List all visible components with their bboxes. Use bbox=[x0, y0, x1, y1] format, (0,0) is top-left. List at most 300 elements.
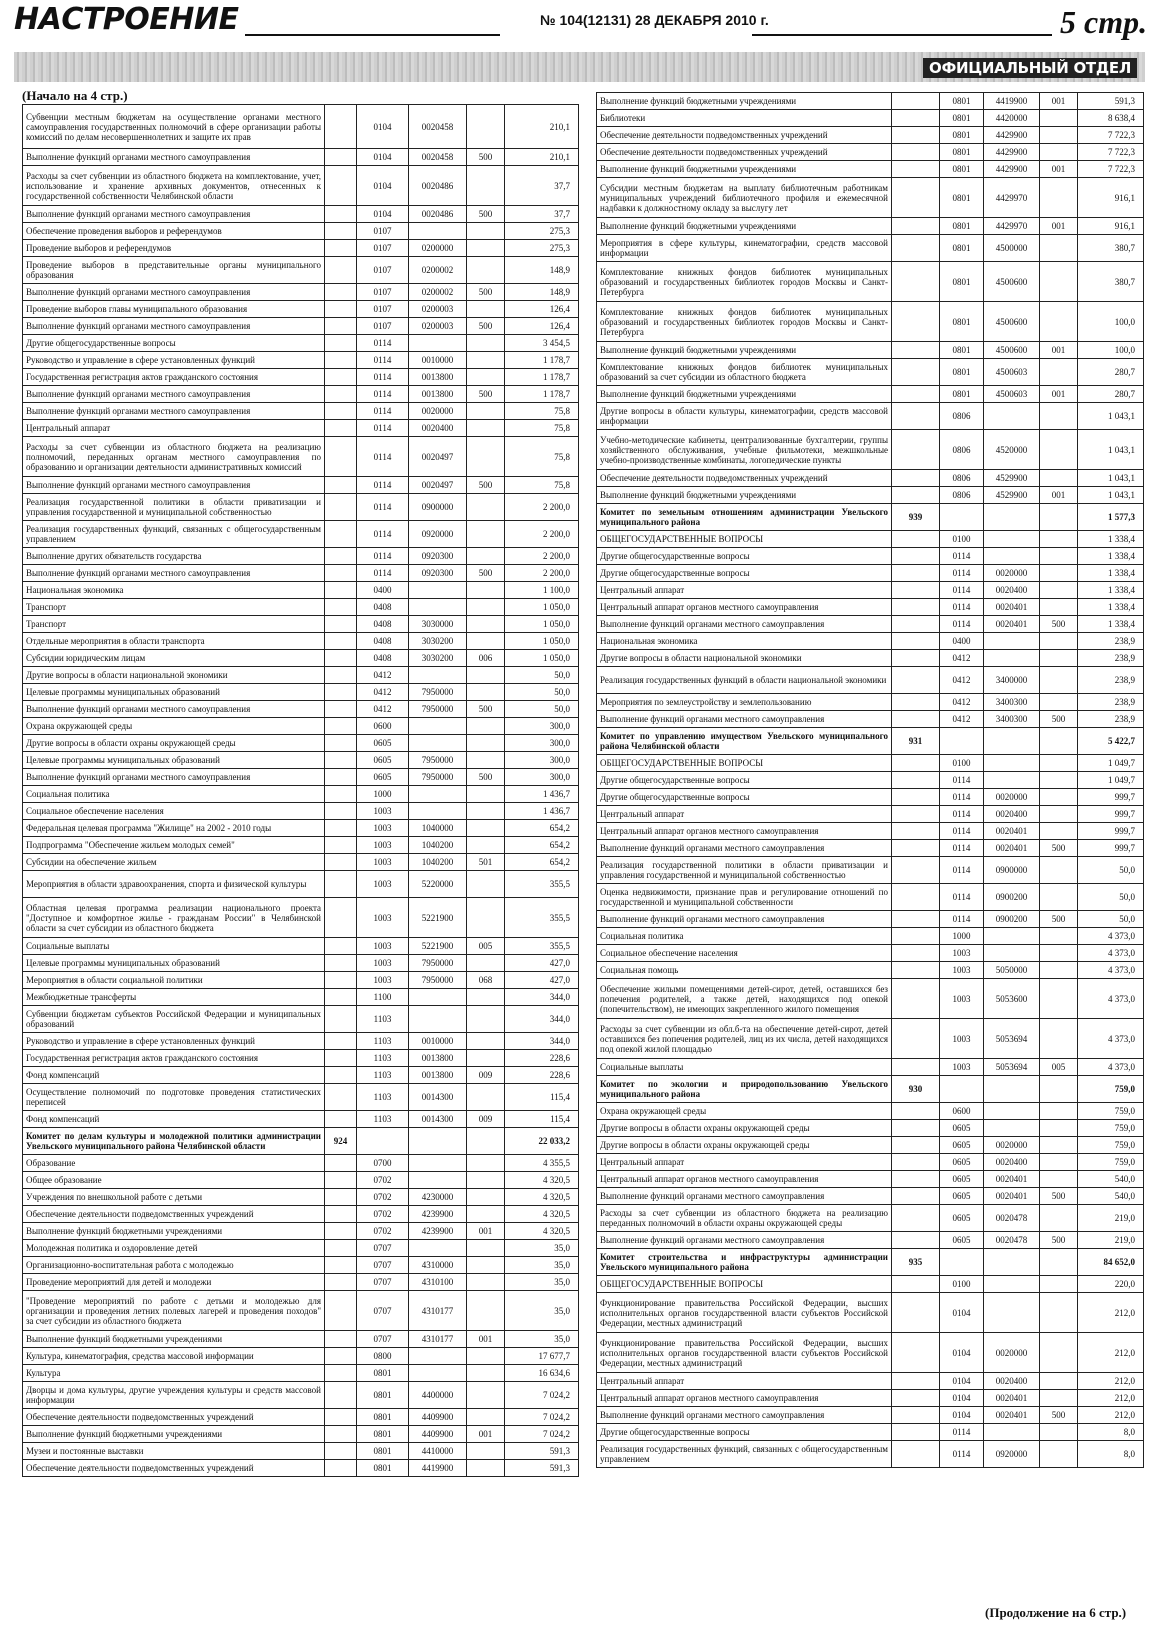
row-expense-type: 001 bbox=[467, 1223, 505, 1240]
row-admin-code bbox=[325, 335, 357, 352]
row-name: Другие общегосударственные вопросы bbox=[597, 772, 892, 789]
row-admin-code bbox=[325, 1223, 357, 1240]
row-target-code bbox=[984, 728, 1040, 755]
row-section-code: 0114 bbox=[940, 857, 984, 884]
row-target-code: 4529900 bbox=[984, 487, 1040, 504]
row-amount: 1 436,7 bbox=[505, 786, 579, 803]
row-name: Руководство и управление в сфере установленных функций bbox=[23, 352, 325, 369]
row-section-code: 0114 bbox=[940, 840, 984, 857]
row-amount: 7 722,3 bbox=[1078, 144, 1144, 161]
table-row bbox=[597, 161, 1144, 178]
row-section-code: 0104 bbox=[357, 105, 409, 149]
table-row bbox=[23, 1128, 579, 1155]
row-section-code: 0600 bbox=[357, 718, 409, 735]
row-section-code: 0100 bbox=[940, 755, 984, 772]
table-row bbox=[23, 301, 579, 318]
row-amount: 35,0 bbox=[505, 1331, 579, 1348]
row-amount: 427,0 bbox=[505, 955, 579, 972]
row-name: Выполнение других обязательств государства bbox=[23, 548, 325, 565]
row-target-code: 0900200 bbox=[984, 884, 1040, 911]
row-amount: 427,0 bbox=[505, 972, 579, 989]
row-admin-code bbox=[892, 548, 940, 565]
row-expense-type bbox=[1040, 1373, 1078, 1390]
row-amount: 4 320,5 bbox=[505, 1223, 579, 1240]
row-amount: 238,9 bbox=[1078, 633, 1144, 650]
row-section-code: 0114 bbox=[940, 582, 984, 599]
row-target-code: 4310100 bbox=[409, 1274, 467, 1291]
row-target-code: 0010000 bbox=[409, 352, 467, 369]
row-amount: 4 373,0 bbox=[1078, 1019, 1144, 1059]
row-section-code: 0114 bbox=[940, 772, 984, 789]
row-section-code: 0801 bbox=[357, 1365, 409, 1382]
row-amount: 1 178,7 bbox=[505, 386, 579, 403]
row-admin-code bbox=[892, 633, 940, 650]
row-name: Целевые программы муниципальных образований bbox=[23, 684, 325, 701]
row-section-code bbox=[940, 504, 984, 531]
table-row bbox=[597, 1154, 1144, 1171]
row-section-code: 0800 bbox=[357, 1348, 409, 1365]
row-expense-type bbox=[1040, 1276, 1078, 1293]
row-target-code bbox=[984, 755, 1040, 772]
row-expense-type bbox=[467, 257, 505, 284]
row-expense-type bbox=[1040, 178, 1078, 218]
row-amount: 591,3 bbox=[1078, 93, 1144, 110]
row-admin-code bbox=[892, 1441, 940, 1468]
row-name: Комитет строительства и инфраструктуры администрации Увельского муниципального района bbox=[597, 1249, 892, 1276]
table-row bbox=[597, 772, 1144, 789]
table-row bbox=[597, 218, 1144, 235]
row-target-code: 3400300 bbox=[984, 694, 1040, 711]
row-expense-type: 500 bbox=[1040, 1232, 1078, 1249]
row-admin-code bbox=[892, 806, 940, 823]
table-row bbox=[597, 565, 1144, 582]
row-target-code: 3030000 bbox=[409, 616, 467, 633]
row-amount: 22 033,2 bbox=[505, 1128, 579, 1155]
row-amount: 1 043,1 bbox=[1078, 430, 1144, 470]
row-name: Государственная регистрация актов гражданского состояния bbox=[23, 369, 325, 386]
row-target-code: 4310177 bbox=[409, 1331, 467, 1348]
table-row bbox=[597, 1137, 1144, 1154]
row-admin-code bbox=[892, 1137, 940, 1154]
row-admin-code bbox=[892, 694, 940, 711]
row-target-code: 4239900 bbox=[409, 1223, 467, 1240]
row-amount: 1 050,0 bbox=[505, 650, 579, 667]
row-amount: 275,3 bbox=[505, 223, 579, 240]
row-name: Фонд компенсаций bbox=[23, 1111, 325, 1128]
row-name: Центральный аппарат bbox=[23, 420, 325, 437]
row-amount: 4 373,0 bbox=[1078, 928, 1144, 945]
row-admin-code bbox=[892, 487, 940, 504]
row-target-code bbox=[409, 786, 467, 803]
row-section-code: 0801 bbox=[940, 218, 984, 235]
table-row bbox=[23, 437, 579, 477]
row-target-code: 0020401 bbox=[984, 599, 1040, 616]
row-amount: 4 373,0 bbox=[1078, 945, 1144, 962]
row-name: Государственная регистрация актов гражданского состояния bbox=[23, 1050, 325, 1067]
row-section-code: 0605 bbox=[940, 1188, 984, 1205]
row-name: Расходы за счет субвенции из областного бюджета на реализацию переданных полномочий в области охраны окружающей среды bbox=[597, 1205, 892, 1232]
row-section-code: 0114 bbox=[357, 369, 409, 386]
row-expense-type bbox=[467, 718, 505, 735]
newspaper-title: НАСТРОЕНИЕ bbox=[14, 2, 239, 37]
row-admin-code bbox=[325, 667, 357, 684]
row-expense-type bbox=[467, 420, 505, 437]
row-section-code: 0707 bbox=[357, 1240, 409, 1257]
row-amount: 220,0 bbox=[1078, 1276, 1144, 1293]
row-expense-type: 009 bbox=[467, 1067, 505, 1084]
row-target-code: 0010000 bbox=[409, 1033, 467, 1050]
row-target-code: 4429900 bbox=[984, 127, 1040, 144]
row-expense-type bbox=[467, 582, 505, 599]
row-target-code: 0200003 bbox=[409, 318, 467, 335]
row-section-code: 0114 bbox=[357, 548, 409, 565]
row-target-code: 5053600 bbox=[984, 979, 1040, 1019]
row-name: Мероприятия в сфере культуры, кинематографии, средств массовой информации bbox=[597, 235, 892, 262]
row-section-code: 0801 bbox=[940, 144, 984, 161]
row-name: Выполнение функций органами местного самоуправления bbox=[23, 701, 325, 718]
row-amount: 591,3 bbox=[505, 1460, 579, 1477]
row-target-code bbox=[409, 1172, 467, 1189]
row-name: Выполнение функций органами местного самоуправления bbox=[597, 616, 892, 633]
row-section-code: 0605 bbox=[940, 1205, 984, 1232]
section-label: ОФИЦИАЛЬНЫЙ ОТДЕЛ bbox=[923, 58, 1137, 78]
row-section-code: 0605 bbox=[940, 1120, 984, 1137]
row-amount: 1 049,7 bbox=[1078, 772, 1144, 789]
row-amount: 100,0 bbox=[1078, 302, 1144, 342]
row-admin-code bbox=[892, 470, 940, 487]
table-row bbox=[597, 548, 1144, 565]
table-row bbox=[23, 701, 579, 718]
row-name: Проведение мероприятий для детей и молодежи bbox=[23, 1274, 325, 1291]
row-name: Выполнение функций бюджетными учреждениями bbox=[597, 386, 892, 403]
row-name: Комитет по делам культуры и молодежной политики администрации Увельского муниципального района Челябинской области bbox=[23, 1128, 325, 1155]
row-section-code: 0114 bbox=[357, 335, 409, 352]
table-row bbox=[597, 262, 1144, 302]
row-target-code bbox=[984, 1076, 1040, 1103]
row-expense-type bbox=[1040, 1171, 1078, 1188]
row-section-code: 0104 bbox=[940, 1293, 984, 1333]
row-target-code: 0020000 bbox=[984, 1333, 1040, 1373]
row-admin-code bbox=[892, 1059, 940, 1076]
row-name: Выполнение функций органами местного самоуправления bbox=[23, 477, 325, 494]
row-admin-code bbox=[325, 599, 357, 616]
row-section-code: 0114 bbox=[940, 884, 984, 911]
row-expense-type bbox=[1040, 667, 1078, 694]
table-row bbox=[23, 1382, 579, 1409]
row-amount: 50,0 bbox=[505, 667, 579, 684]
table-row bbox=[23, 1426, 579, 1443]
row-admin-code bbox=[892, 430, 940, 470]
row-name: Федеральная целевая программа "Жилище" на 2002 - 2010 годы bbox=[23, 820, 325, 837]
row-amount: 1 577,3 bbox=[1078, 504, 1144, 531]
row-amount: 7 722,3 bbox=[1078, 161, 1144, 178]
row-expense-type: 500 bbox=[1040, 1407, 1078, 1424]
row-name: Выполнение функций органами местного самоуправления bbox=[597, 1188, 892, 1205]
table-row bbox=[597, 582, 1144, 599]
row-section-code: 0801 bbox=[940, 127, 984, 144]
row-target-code bbox=[409, 582, 467, 599]
row-amount: 4 373,0 bbox=[1078, 962, 1144, 979]
row-target-code: 4409900 bbox=[409, 1426, 467, 1443]
row-admin-code bbox=[325, 1331, 357, 1348]
row-admin-code bbox=[325, 494, 357, 521]
row-section-code: 0707 bbox=[357, 1257, 409, 1274]
row-name: Учебно-методические кабинеты, централизованные бухгалтерии, группы хозяйственного обслуживания, учебные фильмотеки, межшкольные учебно-производственные комбинаты, логопедические пункты bbox=[597, 430, 892, 470]
table-row bbox=[23, 1067, 579, 1084]
row-amount: 1 043,1 bbox=[1078, 403, 1144, 430]
row-amount: 219,0 bbox=[1078, 1232, 1144, 1249]
row-amount: 1 338,4 bbox=[1078, 616, 1144, 633]
row-expense-type bbox=[1040, 884, 1078, 911]
row-section-code: 1003 bbox=[940, 945, 984, 962]
row-section-code: 0702 bbox=[357, 1206, 409, 1223]
row-expense-type bbox=[1040, 979, 1078, 1019]
row-admin-code bbox=[325, 752, 357, 769]
row-section-code: 0104 bbox=[357, 206, 409, 223]
row-name: Обеспечение жилыми помещениями детей-сирот, детей, оставшихся без попечения родителей, а также детей, находящихся под опекой (попечительством), не имеющих закрепленного жилого помещения bbox=[597, 979, 892, 1019]
row-expense-type bbox=[467, 1443, 505, 1460]
table-row bbox=[597, 1441, 1144, 1468]
table-row bbox=[23, 257, 579, 284]
row-admin-code bbox=[892, 127, 940, 144]
row-section-code: 0702 bbox=[357, 1189, 409, 1206]
table-row bbox=[597, 127, 1144, 144]
row-target-code bbox=[409, 1240, 467, 1257]
row-target-code: 5050000 bbox=[984, 962, 1040, 979]
row-name: Фонд компенсаций bbox=[23, 1067, 325, 1084]
row-expense-type: 005 bbox=[467, 938, 505, 955]
row-target-code: 5221900 bbox=[409, 938, 467, 955]
row-section-code: 0412 bbox=[357, 667, 409, 684]
row-admin-code bbox=[325, 105, 357, 149]
row-admin-code bbox=[325, 352, 357, 369]
row-name: Подпрограмма "Обеспечение жильем молодых семей" bbox=[23, 837, 325, 854]
row-admin-code bbox=[892, 359, 940, 386]
row-section-code: 0114 bbox=[940, 599, 984, 616]
row-section-code: 0801 bbox=[940, 262, 984, 302]
row-target-code: 0020401 bbox=[984, 1407, 1040, 1424]
row-name: Центральный аппарат bbox=[597, 806, 892, 823]
issue-info: № 104(12131) 28 ДЕКАБРЯ 2010 г. bbox=[540, 12, 769, 28]
row-section-code: 0114 bbox=[357, 477, 409, 494]
row-section-code: 0801 bbox=[940, 161, 984, 178]
row-expense-type bbox=[1040, 789, 1078, 806]
masthead-rule bbox=[752, 34, 1052, 36]
row-name: Социальное обеспечение населения bbox=[597, 945, 892, 962]
row-target-code bbox=[984, 504, 1040, 531]
row-amount: 35,0 bbox=[505, 1240, 579, 1257]
row-admin-code bbox=[892, 857, 940, 884]
row-admin-code bbox=[892, 772, 940, 789]
row-expense-type bbox=[1040, 694, 1078, 711]
row-expense-type bbox=[467, 837, 505, 854]
row-target-code: 0920000 bbox=[984, 1441, 1040, 1468]
row-target-code: 0020000 bbox=[984, 789, 1040, 806]
table-row bbox=[23, 1033, 579, 1050]
table-row bbox=[597, 504, 1144, 531]
row-amount: 654,2 bbox=[505, 837, 579, 854]
row-expense-type bbox=[467, 223, 505, 240]
table-row bbox=[597, 1171, 1144, 1188]
row-name: Другие общегосударственные вопросы bbox=[597, 789, 892, 806]
row-name: Комитет по экологии и природопользованию Увельского муниципального района bbox=[597, 1076, 892, 1103]
row-expense-type: 500 bbox=[467, 477, 505, 494]
row-amount: 210,1 bbox=[505, 105, 579, 149]
row-target-code: 0013800 bbox=[409, 386, 467, 403]
row-name: Расходы за счет субвенции из обл.б-та на обеспечение детей-сирот, детей оставшихся без попечения родителей, лиц из их числа, детей находящихся под опекой жилой площадью bbox=[597, 1019, 892, 1059]
row-name: Выполнение функций бюджетными учреждениями bbox=[23, 1223, 325, 1240]
row-amount: 1 050,0 bbox=[505, 616, 579, 633]
row-amount: 7 024,2 bbox=[505, 1382, 579, 1409]
row-section-code: 0104 bbox=[940, 1333, 984, 1373]
row-target-code: 4400000 bbox=[409, 1382, 467, 1409]
row-admin-code bbox=[892, 962, 940, 979]
row-expense-type bbox=[467, 667, 505, 684]
row-name: Мероприятия по землеустройству и землепользованию bbox=[597, 694, 892, 711]
table-row bbox=[597, 1076, 1144, 1103]
table-row bbox=[23, 684, 579, 701]
row-amount: 344,0 bbox=[505, 1033, 579, 1050]
row-target-code: 4500603 bbox=[984, 386, 1040, 403]
row-name: Областная целевая программа реализации национального проекта "Доступное и комфортное жилье - гражданам России" в Челябинской области за счет субсидии из областного бюджета bbox=[23, 898, 325, 938]
row-target-code: 0020401 bbox=[984, 823, 1040, 840]
row-admin-code bbox=[892, 302, 940, 342]
row-admin-code bbox=[892, 262, 940, 302]
row-target-code bbox=[984, 1424, 1040, 1441]
row-amount: 37,7 bbox=[505, 166, 579, 206]
row-expense-type: 005 bbox=[1040, 1059, 1078, 1076]
row-admin-code bbox=[892, 178, 940, 218]
row-name: Субсидии юридическим лицам bbox=[23, 650, 325, 667]
row-target-code: 0013800 bbox=[409, 1067, 467, 1084]
row-admin-code bbox=[892, 979, 940, 1019]
row-name: Межбюджетные трансферты bbox=[23, 989, 325, 1006]
row-name: Руководство и управление в сфере установленных функций bbox=[23, 1033, 325, 1050]
row-section-code: 1103 bbox=[357, 1050, 409, 1067]
row-target-code: 0020400 bbox=[984, 1373, 1040, 1390]
row-section-code: 0801 bbox=[357, 1382, 409, 1409]
row-name: Центральный аппарат bbox=[597, 582, 892, 599]
row-expense-type bbox=[1040, 1293, 1078, 1333]
table-row bbox=[597, 979, 1144, 1019]
row-section-code: 0801 bbox=[940, 342, 984, 359]
row-expense-type: 500 bbox=[467, 149, 505, 166]
row-section-code: 1000 bbox=[940, 928, 984, 945]
row-section-code: 0806 bbox=[940, 403, 984, 430]
row-expense-type bbox=[1040, 1137, 1078, 1154]
row-expense-type bbox=[1040, 772, 1078, 789]
row-expense-type bbox=[467, 1274, 505, 1291]
row-admin-code bbox=[325, 149, 357, 166]
row-name: Выполнение функций органами местного самоуправления bbox=[23, 206, 325, 223]
table-row bbox=[23, 149, 579, 166]
row-amount: 1 049,7 bbox=[1078, 755, 1144, 772]
row-expense-type bbox=[467, 548, 505, 565]
row-admin-code bbox=[892, 218, 940, 235]
row-section-code: 0605 bbox=[940, 1171, 984, 1188]
row-amount: 759,0 bbox=[1078, 1076, 1144, 1103]
row-section-code: 0412 bbox=[940, 650, 984, 667]
row-target-code: 0020400 bbox=[984, 1154, 1040, 1171]
table-row bbox=[23, 1189, 579, 1206]
table-row bbox=[597, 806, 1144, 823]
row-admin-code bbox=[325, 735, 357, 752]
row-admin-code bbox=[325, 1206, 357, 1223]
row-admin-code bbox=[892, 1373, 940, 1390]
row-expense-type bbox=[467, 989, 505, 1006]
row-target-code bbox=[409, 803, 467, 820]
table-row bbox=[23, 1240, 579, 1257]
row-admin-code: 930 bbox=[892, 1076, 940, 1103]
row-section-code bbox=[940, 1076, 984, 1103]
row-amount: 50,0 bbox=[505, 684, 579, 701]
row-name: Выполнение функций органами местного самоуправления bbox=[23, 565, 325, 582]
table-row bbox=[23, 1084, 579, 1111]
row-target-code bbox=[984, 945, 1040, 962]
row-name: Оценка недвижимости, признание прав и регулирование отношений по государственной и муниципальной собственности bbox=[597, 884, 892, 911]
row-target-code: 0200002 bbox=[409, 284, 467, 301]
row-target-code: 4529900 bbox=[984, 470, 1040, 487]
row-target-code bbox=[984, 772, 1040, 789]
row-expense-type: 500 bbox=[467, 386, 505, 403]
row-amount: 212,0 bbox=[1078, 1373, 1144, 1390]
row-target-code: 1040200 bbox=[409, 837, 467, 854]
row-expense-type bbox=[1040, 806, 1078, 823]
row-admin-code bbox=[892, 789, 940, 806]
row-expense-type bbox=[1040, 1103, 1078, 1120]
row-amount: 999,7 bbox=[1078, 789, 1144, 806]
row-expense-type bbox=[467, 1172, 505, 1189]
row-name: Выполнение функций бюджетными учреждениями bbox=[23, 1331, 325, 1348]
row-section-code: 0605 bbox=[357, 752, 409, 769]
row-section-code: 0801 bbox=[940, 359, 984, 386]
row-admin-code bbox=[325, 223, 357, 240]
row-target-code: 0200003 bbox=[409, 301, 467, 318]
row-expense-type bbox=[1040, 470, 1078, 487]
row-amount: 1 436,7 bbox=[505, 803, 579, 820]
row-section-code: 0412 bbox=[940, 694, 984, 711]
row-amount: 3 454,5 bbox=[505, 335, 579, 352]
row-admin-code bbox=[325, 837, 357, 854]
row-section-code: 0801 bbox=[940, 235, 984, 262]
row-section-code: 0801 bbox=[357, 1443, 409, 1460]
row-expense-type: 001 bbox=[467, 1331, 505, 1348]
table-row bbox=[597, 911, 1144, 928]
row-admin-code bbox=[325, 972, 357, 989]
row-expense-type bbox=[467, 494, 505, 521]
row-name: ОБЩЕГОСУДАРСТВЕННЫЕ ВОПРОСЫ bbox=[597, 531, 892, 548]
row-name: Выполнение функций органами местного самоуправления bbox=[23, 149, 325, 166]
row-target-code: 5220000 bbox=[409, 871, 467, 898]
row-admin-code bbox=[325, 369, 357, 386]
row-section-code: 0412 bbox=[357, 701, 409, 718]
row-expense-type bbox=[1040, 403, 1078, 430]
row-amount: 1 043,1 bbox=[1078, 487, 1144, 504]
row-expense-type bbox=[467, 616, 505, 633]
row-expense-type bbox=[467, 403, 505, 420]
row-expense-type bbox=[467, 1006, 505, 1033]
row-target-code bbox=[409, 335, 467, 352]
row-admin-code bbox=[892, 1333, 940, 1373]
row-admin-code bbox=[325, 633, 357, 650]
row-name: Другие вопросы в области охраны окружающей среды bbox=[23, 735, 325, 752]
row-name: Выполнение функций органами местного самоуправления bbox=[597, 711, 892, 728]
row-expense-type: 500 bbox=[467, 769, 505, 786]
row-admin-code bbox=[892, 599, 940, 616]
row-name: Выполнение функций бюджетными учреждениями bbox=[597, 342, 892, 359]
row-section-code: 0702 bbox=[357, 1172, 409, 1189]
row-name: Социальная политика bbox=[23, 786, 325, 803]
